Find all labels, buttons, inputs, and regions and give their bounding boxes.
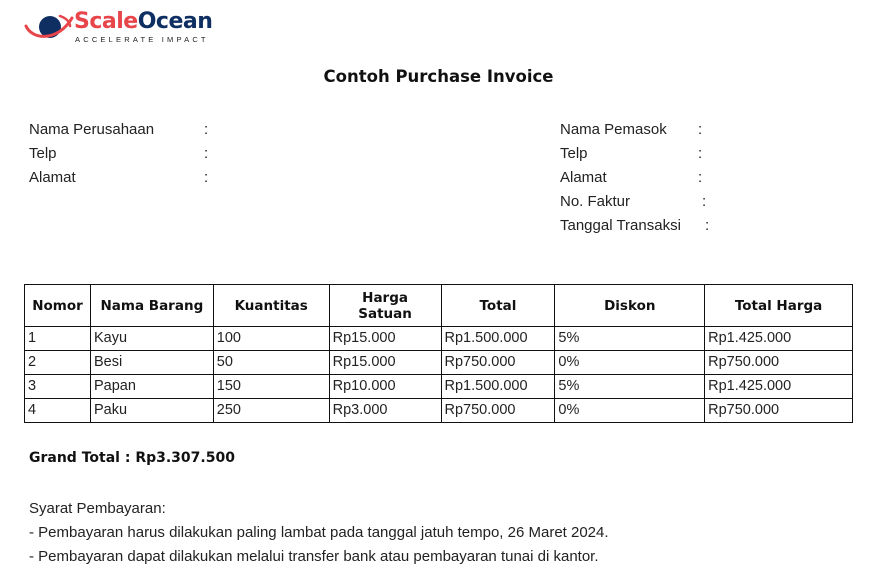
invoice-title: Contoh Purchase Invoice [323,67,554,86]
cell-nomor: 3 [25,375,91,399]
payment-term-item: - Pembayaran dapat dilakukan melalui transfer bank atau pembayaran tunai di kantor. [29,548,599,565]
cell-kuantitas: 50 [213,351,329,375]
cell-total-harga: Rp1.425.000 [705,327,853,351]
globe-orbit-icon [24,14,74,44]
col-header-total: Total [441,285,555,327]
scaleocean-logo [24,10,224,46]
cell-nomor: 1 [25,327,91,351]
cell-diskon: 5% [555,327,705,351]
field-separator: : [702,193,707,210]
company-info [29,118,269,190]
transaction-date-row [560,214,760,238]
field-separator: : [204,169,209,186]
table-row [25,399,853,423]
cell-nomor: 2 [25,351,91,375]
field-label: No. Faktur [560,193,631,210]
cell-harga-satuan: Rp15.000 [329,351,441,375]
supplier-address-row [560,166,760,190]
brand-scale: Scale [74,9,138,34]
col-header-nomor: Nomor [25,285,91,327]
field-separator: : [698,121,703,138]
field-label: Alamat [560,169,607,186]
header-line: Harga [362,289,408,306]
payment-terms-heading: Syarat Pembayaran: [29,500,166,517]
field-separator: : [698,169,703,186]
col-header-nama-barang: Nama Barang [90,285,213,327]
supplier-info [560,118,760,238]
table-row [25,351,853,375]
cell-harga-satuan: Rp3.000 [329,399,441,423]
cell-nama-barang: Besi [90,351,213,375]
header-line: Satuan [358,305,412,322]
field-label: Alamat [29,169,76,186]
field-label: Nama Perusahaan [29,121,155,138]
cell-total-harga: Rp750.000 [705,399,853,423]
invoice-number-row [560,190,760,214]
company-name-row [29,118,269,142]
payment-term-item: - Pembayaran harus dilakukan paling lambat pada tanggal jatuh tempo, 26 Maret 2024. [29,524,609,541]
cell-diskon: 0% [555,351,705,375]
company-phone-row [29,142,269,166]
cell-total: Rp750.000 [441,399,555,423]
field-label: Nama Pemasok [560,121,667,138]
cell-harga-satuan: Rp10.000 [329,375,441,399]
cell-harga-satuan: Rp15.000 [329,327,441,351]
brand-name [74,9,212,34]
cell-total: Rp750.000 [441,351,555,375]
supplier-phone-row [560,142,760,166]
items-table [24,284,853,423]
field-separator: : [204,145,209,162]
cell-total-harga: Rp750.000 [705,351,853,375]
cell-total: Rp1.500.000 [441,327,555,351]
col-header-total-harga: Total Harga [705,285,853,327]
col-header-diskon: Diskon [555,285,705,327]
field-label: Tanggal Transaksi [560,217,681,234]
cell-nomor: 4 [25,399,91,423]
cell-total-harga: Rp1.425.000 [705,375,853,399]
field-label: Telp [560,145,588,162]
cell-diskon: 5% [555,375,705,399]
field-separator: : [698,145,703,162]
cell-nama-barang: Kayu [90,327,213,351]
col-header-kuantitas: Kuantitas [213,285,329,327]
table-row [25,327,853,351]
cell-nama-barang: Paku [90,399,213,423]
table-header-row [25,285,853,327]
table-row [25,375,853,399]
cell-nama-barang: Papan [90,375,213,399]
grand-total-label: Grand Total : [29,450,131,466]
brand-tagline: ACCELERATE IMPACT [75,35,209,44]
brand-ocean: Ocean [137,9,213,34]
cell-kuantitas: 150 [213,375,329,399]
field-separator: : [204,121,209,138]
grand-total-value: Rp3.307.500 [135,450,235,466]
cell-kuantitas: 250 [213,399,329,423]
grand-total [29,450,235,466]
cell-diskon: 0% [555,399,705,423]
cell-total: Rp1.500.000 [441,375,555,399]
payment-terms [29,497,609,569]
company-address-row [29,166,269,190]
col-header-harga-satuan [329,285,441,327]
field-label: Telp [29,145,57,162]
cell-kuantitas: 100 [213,327,329,351]
supplier-name-row [560,118,760,142]
field-separator: : [705,217,710,234]
